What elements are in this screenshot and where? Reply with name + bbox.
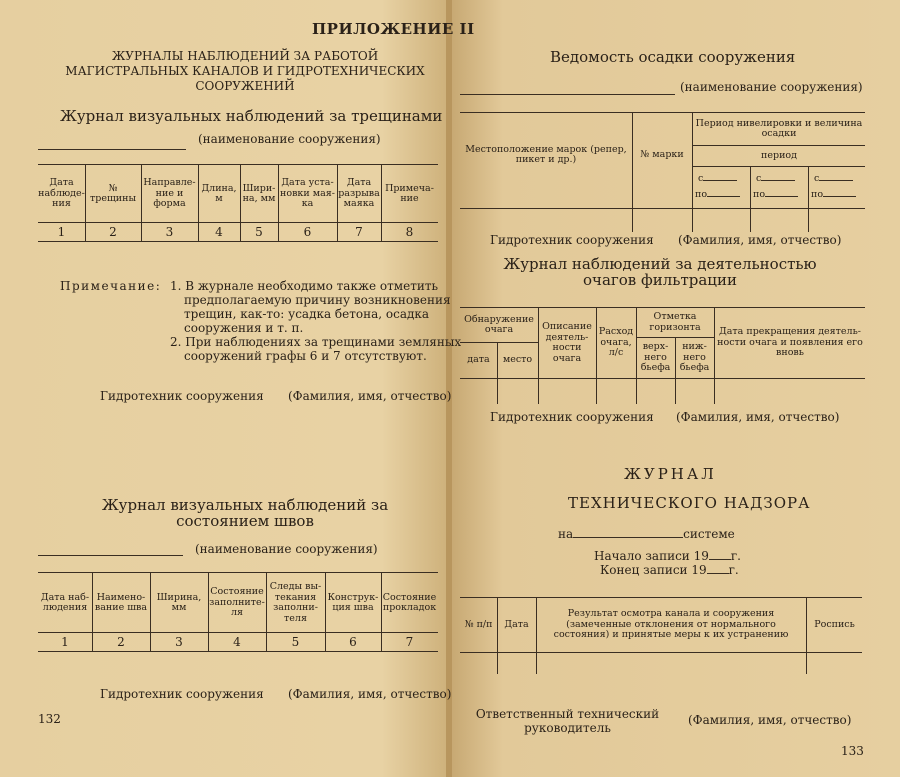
column-header: Ширина, мм	[156, 591, 202, 613]
column-header-termination: Дата прекращения деятель-ности очага и появления его вновь	[717, 326, 863, 359]
note-line: трещин, как-то: усадка бетона, осадка	[184, 307, 430, 321]
signature-role: Гидротехник сооружения	[490, 410, 654, 424]
table-divider	[692, 112, 693, 232]
table-rule	[460, 307, 865, 308]
note-line: 1. В журнале необходимо также отметить	[170, 279, 439, 293]
end-date-line: Конец записи 19 г.	[600, 563, 739, 577]
column-header: Примеча-ние	[385, 182, 434, 204]
column-header-upper: верх-него бьефа	[640, 341, 671, 374]
table-rule	[38, 651, 438, 652]
note-body	[170, 279, 461, 363]
to-label: по	[811, 190, 856, 201]
signature-role: Гидротехник сооружения	[100, 687, 264, 701]
table-rule	[692, 145, 865, 146]
signature-name: (Фамилия, имя, отчество)	[288, 389, 452, 403]
column-number: 3	[175, 635, 183, 649]
column-header-flow: Расход очага, л/с	[598, 326, 634, 359]
column-number: 2	[109, 225, 117, 239]
table-rule	[460, 652, 862, 653]
filtration-journal-title	[470, 256, 850, 288]
column-number: 2	[117, 635, 125, 649]
table-rule	[38, 241, 438, 242]
from-label: с	[698, 174, 737, 185]
system-line: на системе	[558, 527, 735, 541]
structure-name-line	[38, 555, 183, 556]
signature-role: Гидротехник сооружения	[100, 389, 264, 403]
column-header-mark-no: № марки	[640, 148, 684, 160]
column-header: Шири-на, мм	[242, 182, 276, 204]
title-line: Журнал наблюдений за деятельностью	[503, 255, 817, 273]
column-header-date: дата	[467, 354, 490, 366]
column-header: Конструк-ция шва	[327, 591, 379, 613]
column-header: Состояние заполните-ля	[209, 586, 265, 619]
structure-caption: (наименование сооружения)	[195, 542, 378, 556]
column-number: 7	[355, 225, 363, 239]
column-number: 8	[405, 225, 414, 239]
to-label: по	[695, 190, 740, 201]
column-header: Наимено-вание шва	[94, 591, 148, 613]
column-header-period: Период нивелировки и величина осадки	[695, 117, 863, 139]
column-number: 5	[255, 225, 263, 239]
column-header-description: Описание деятель-ности очага	[542, 321, 592, 364]
section-heading-line: ЖУРНАЛЫ НАБЛЮДЕНИЙ ЗА РАБОТОЙ	[111, 49, 379, 63]
column-header-detection: Обнаружение очага	[464, 313, 534, 335]
column-number: 5	[291, 635, 300, 649]
seams-journal-title	[50, 497, 440, 529]
section-heading-line: СООРУЖЕНИЙ	[195, 79, 295, 93]
table-rule	[460, 378, 865, 379]
column-number: 7	[405, 635, 414, 649]
column-number: 3	[165, 225, 174, 239]
column-number: 4	[233, 635, 241, 649]
structure-caption: (наименование сооружения)	[680, 80, 863, 94]
note-label: Примечание:	[60, 279, 162, 293]
signature-name: (Фамилия, имя, отчество)	[678, 233, 842, 247]
table-rule	[692, 166, 865, 167]
structure-caption: (наименование сооружения)	[198, 132, 381, 146]
table-divider	[750, 166, 751, 232]
responsible-manager: Ответственный технический руководитель	[475, 707, 660, 735]
note-line: сооружений графы 6 и 7 отсутствуют.	[184, 349, 427, 363]
title-line: очагов фильтрации	[583, 271, 737, 289]
column-number: 1	[61, 635, 69, 649]
column-header: Дата разрыва маяка	[338, 177, 380, 210]
page-number: 133	[841, 744, 864, 758]
page-number: 132	[38, 712, 61, 726]
to-label: по	[753, 190, 798, 201]
signature-name: (Фамилия, имя, отчество)	[288, 687, 452, 701]
structure-name-line	[460, 94, 675, 95]
title-line: состоянием швов	[176, 512, 314, 530]
column-header: Состояние прокладок	[382, 591, 437, 613]
column-header: Длина, м	[201, 182, 237, 204]
column-header: Дата наб-людения	[40, 591, 90, 613]
column-header-period-sub: период	[761, 149, 797, 161]
section-heading	[50, 49, 440, 94]
column-header: Дата уста-новки мая-ка	[280, 177, 335, 210]
appendix-title: ПРИЛОЖЕНИЕ II	[312, 20, 475, 38]
table-divider	[536, 597, 537, 674]
signature-name: (Фамилия, имя, отчество)	[688, 713, 852, 727]
column-header: Направле-ние и форма	[143, 177, 196, 210]
section-heading-line: МАГИСТРАЛЬНЫХ КАНАЛОВ И ГИДРОТЕХНИЧЕСКИХ	[65, 64, 425, 78]
table-rule	[460, 208, 865, 209]
signature-name: (Фамилия, имя, отчество)	[676, 410, 840, 424]
note-line: 2. При наблюдениях за трещинами земляных	[170, 335, 462, 349]
column-number: 6	[349, 635, 357, 649]
table-rule	[38, 164, 438, 165]
column-header-lower: ниж-него бьефа	[679, 341, 710, 374]
column-header-place: место	[502, 354, 533, 366]
structure-name-line	[38, 149, 186, 150]
column-header: Следы вы-текания заполни-теля	[269, 581, 322, 624]
table-rule	[460, 597, 862, 598]
column-number: 6	[303, 225, 312, 239]
supervision-title-1: ЖУРНАЛ	[624, 465, 717, 483]
note-line: предполагаемую причину возникновения	[184, 293, 451, 307]
table-rule	[38, 572, 438, 573]
column-header-signature: Роспись	[814, 618, 855, 630]
signature-role: Гидротехник сооружения	[490, 233, 654, 247]
settlement-sheet-title: Ведомость осадки сооружения	[550, 48, 796, 66]
from-label: с	[814, 174, 853, 185]
column-header-number: № п/п	[464, 618, 493, 630]
column-header-location: Местоположение марок (репер, пикет и др.)	[465, 143, 627, 165]
note-line: сооружения и т. п.	[184, 321, 304, 335]
cracks-journal-title: Журнал визуальных наблюдений за трещинами	[60, 107, 443, 125]
title-line: Журнал визуальных наблюдений за	[101, 496, 389, 514]
table-rule	[460, 342, 538, 343]
supervision-title-2: ТЕХНИЧЕСКОГО НАДЗОРА	[568, 494, 811, 512]
column-header: № трещины	[89, 182, 136, 204]
table-rule	[460, 112, 865, 113]
table-divider	[714, 307, 715, 404]
column-number: 4	[215, 225, 223, 239]
column-header: Дата наблюде-ния	[38, 177, 85, 210]
start-date-line: Начало записи 19 г.	[594, 549, 741, 563]
column-number: 1	[57, 225, 66, 239]
table-divider	[808, 166, 809, 232]
column-header-date: Дата	[504, 618, 529, 630]
column-header-result: Результат осмотра канала и сооружения (замеченные отклонения от нормального состояния) и принятые меры к их устранению	[553, 608, 789, 641]
table-divider	[632, 112, 633, 232]
from-label: с	[756, 174, 795, 185]
column-header-horizon: Отметка горизонта	[649, 311, 701, 333]
